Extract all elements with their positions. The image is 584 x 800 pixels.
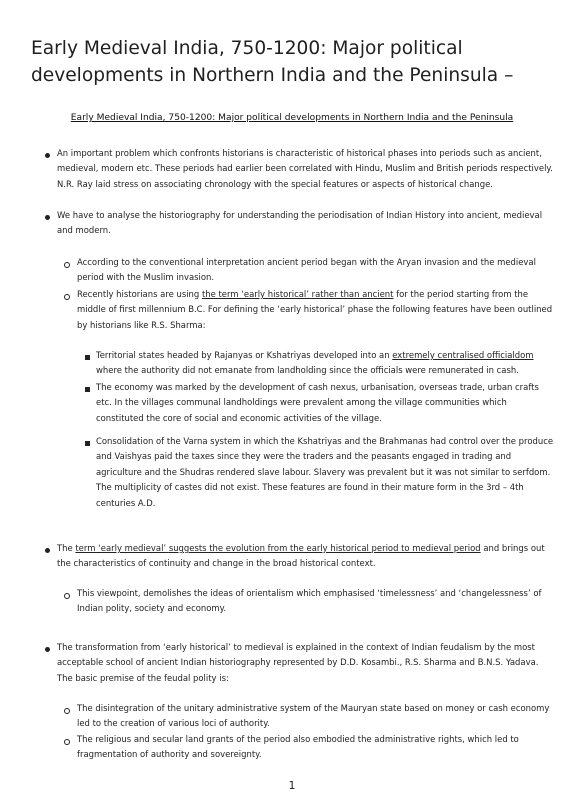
bullet-square-icon [85,355,90,360]
bullet-circle-icon [64,593,70,599]
list-item [77,287,554,333]
underlined-text: term ‘early medieval’ [75,543,167,553]
bullet-dot-icon [45,153,50,158]
list-item [57,541,554,572]
underlined-text: suggests the evolution from the early historical period to medieval period [168,543,481,553]
page-number: 1 [288,779,296,792]
list-item: An important problem which confronts historians is characteristic of historical phases into periods such as ancient, medieval, modern etc. These periods had earlier been correlated with Hindu, Muslim and British periods respectively. N.R. Ray laid stress on associating chronology with the special features or aspects of historical change. [57,148,553,189]
bullet-circle-icon [64,739,70,745]
bullet-square-icon [85,387,90,392]
list-item: Consolidation of the Varna system in which the Kshatriyas and the Brahmanas had control over the produce and Vaishyas paid the taxes since they were the traders and the peasants engaged in trading and agriculture and the Shudras rendered slave labour. Slavery was prevalent but it was not similar to serfdom. The multiplicity of castes did not exist. These features are found in their mature form in the 3rd – 4th centuries A.D. [96,436,554,508]
list-item [96,348,554,379]
list-item: This viewpoint, demolishes the ideas of orientalism which emphasised ‘timelessness’ and ‘changelessness’ of Indian polity, society and economy. [77,588,542,614]
list-item: The economy was marked by the development of cash nexus, urbanisation, overseas trade, urban crafts etc. In the villages communal landholdings were prevalent among the village communities which constituted the core of social and economic activities of the village. [96,382,539,423]
bullet-dot-icon [45,647,50,652]
list-item: We have to analyse the historiography for understanding the periodisation of Indian History into ancient, medieval and modern. [57,210,543,236]
bullet-circle-icon [64,708,70,714]
text-run: The [57,543,76,553]
bullet-circle-icon [64,294,70,300]
page-title: Early Medieval India, 750-1200: Major political developments in Northern India and the Peninsula – [31,38,514,86]
bullet-circle-icon [64,262,70,268]
bullet-square-icon [85,441,90,446]
bullet-dot-icon [45,548,50,553]
list-item: The transformation from ‘early historical’ to medieval is explained in the context of Indian feudalism by the most acceptable school of ancient Indian historiography represented by D.D. Kosambi., R.S. Sharma and B.N.S. Yadava. The basic premise of the feudal polity is: [57,642,539,683]
text-run: where the authority did not emanate from landholding since the officials were remunerated in cash. [96,365,519,376]
list-item: According to the conventional interpretation ancient period began with the Aryan invasion and the medieval period with the Muslim invasion. [77,257,536,283]
list-item: The religious and secular land grants of the period also embodied the administrative rights, which led to fragmentation of authority and sovereignty. [77,734,519,760]
text-run: Territorial states headed by Rajanyas or Kshatriyas developed into an [96,350,393,360]
underlined-text: the term ‘early historical’ rather than ancient [201,289,394,299]
section-heading: Early Medieval India, 750-1200: Major political developments in Northern India and the Peninsula [70,113,514,123]
list-item: The disintegration of the unitary administrative system of the Mauryan state based on money or cash economy led to the creation of various loci of authority. [77,703,550,729]
underlined-text: extremely centralised officialdom [392,350,534,360]
text-run: for the period starting from the middle of first millennium B.C. For defining the ‘early historical’ phase the following features have been outlined by historians like R.S. Sharma: [77,289,553,330]
text-run: Recently historians are using [77,289,202,299]
bullet-dot-icon [45,215,50,220]
text-run: and brings out the characteristics of continuity and change in the broad historical context. [57,543,545,569]
